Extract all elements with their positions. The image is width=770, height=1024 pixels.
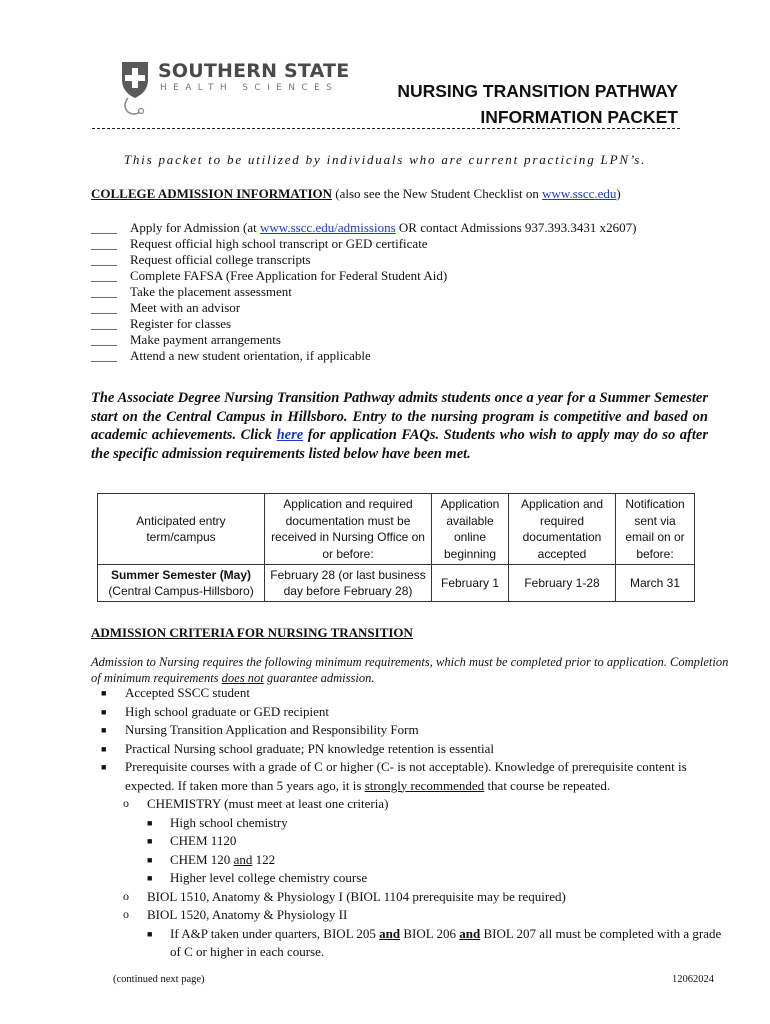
table-cell-accepted: February 1-28 bbox=[509, 565, 616, 602]
admissions-link[interactable]: www.sscc.edu/admissions bbox=[260, 220, 396, 235]
table-header-cell: Anticipated entry term/campus bbox=[98, 494, 265, 565]
section-heading-text: COLLEGE ADMISSION INFORMATION bbox=[91, 186, 333, 201]
criteria-list bbox=[91, 684, 731, 962]
criteria-heading bbox=[91, 625, 413, 641]
checklist-item bbox=[91, 332, 637, 348]
checklist-blank: ____ bbox=[91, 268, 117, 283]
checklist-item bbox=[91, 268, 637, 284]
list-item-biol1510 bbox=[91, 888, 731, 907]
list-item-text: Accepted SSCC student bbox=[125, 685, 250, 700]
table-header-cell: Application and required documentation accepted bbox=[509, 494, 616, 565]
list-item bbox=[91, 740, 731, 759]
table-header-cell: Application available online beginning bbox=[432, 494, 509, 565]
title-line-2: INFORMATION PACKET bbox=[480, 107, 678, 127]
list-item-text: CHEMISTRY (must meet at least one criteria) bbox=[147, 796, 389, 811]
checklist-item bbox=[91, 252, 637, 268]
square-bullet-icon: ■ bbox=[101, 743, 107, 754]
checklist-text: Complete FAFSA (Free Application for Federal Student Aid) bbox=[130, 268, 448, 283]
criteria-intro bbox=[91, 654, 731, 686]
checklist-text: Register for classes bbox=[130, 316, 232, 331]
intro-text: Admission to Nursing requires the following minimum requirements, which must be completed prior to application. Completion of minimum requirements bbox=[91, 655, 729, 685]
list-item-text: Prerequisite courses with a grade of C or higher (C- is not acceptable). Knowledge of prerequisite content is expected. If taken more than 5 years ago, it is bbox=[125, 759, 687, 793]
logo-subname: HEALTH SCIENCES bbox=[160, 83, 339, 93]
checklist-blank: ____ bbox=[91, 316, 117, 331]
footer-continued: (continued next page) bbox=[113, 974, 205, 985]
list-item-text: If A&P taken under quarters, BIOL 205 bbox=[170, 925, 380, 941]
checklist-text: Take the placement assessment bbox=[130, 284, 292, 299]
table-cell-deadline: February 28 (or last business day before February 28) bbox=[265, 565, 432, 602]
title-line-1: NURSING TRANSITION PATHWAY bbox=[397, 81, 678, 101]
page-title bbox=[397, 78, 678, 130]
list-item-text: CHEM 120 bbox=[170, 851, 234, 867]
list-item bbox=[91, 684, 731, 703]
admission-checklist bbox=[91, 220, 637, 364]
checklist-blank: ____ bbox=[91, 252, 117, 267]
footer-doc-code: 12062024 bbox=[672, 974, 714, 985]
term-name: Summer Semester (May) bbox=[110, 567, 252, 582]
sscc-website-link[interactable]: www.sscc.edu bbox=[542, 186, 617, 201]
heading-note: (also see the New Student Checklist on bbox=[332, 186, 543, 201]
checklist-item bbox=[91, 236, 637, 252]
circle-bullet-icon: o bbox=[123, 907, 129, 921]
list-item bbox=[91, 869, 731, 888]
table-cell-term bbox=[98, 565, 265, 602]
section-heading-text: ADMISSION CRITERIA FOR NURSING TRANSITION bbox=[91, 625, 413, 640]
list-item-text: that course be repeated. bbox=[484, 777, 611, 793]
list-item bbox=[91, 814, 731, 833]
square-bullet-icon: ■ bbox=[101, 762, 107, 772]
list-item-text: BIOL 1520, Anatomy & Physiology II bbox=[147, 907, 348, 922]
table-row bbox=[98, 565, 695, 602]
checklist-blank: ____ bbox=[91, 220, 117, 235]
list-item-text: 122 bbox=[252, 851, 276, 867]
checklist-text: Attend a new student orientation, if applicable bbox=[130, 348, 371, 363]
checklist-text: OR contact Admissions 937.393.3431 x2607) bbox=[395, 220, 637, 235]
square-bullet-icon: ■ bbox=[101, 688, 107, 698]
list-item-text: Higher level college chemistry course bbox=[170, 870, 368, 885]
list-item-quarters-note bbox=[91, 925, 731, 962]
pathway-paragraph bbox=[91, 389, 708, 463]
checklist-item bbox=[91, 284, 637, 300]
heading-note-close: ) bbox=[616, 186, 621, 201]
checklist-text: Meet with an advisor bbox=[130, 300, 241, 315]
list-item-text: BIOL 206 bbox=[400, 925, 460, 941]
list-item-text: BIOL 207 all must be completed with a grade of C or higher in each course. bbox=[170, 925, 722, 959]
list-item-emphasis: and bbox=[233, 851, 253, 867]
pathway-text: The Associate Degree Nursing Transition Pathway admits students once a year for a Summer Semester start on the Central Campus in Hillsboro. Entry to the nursing program is competitive and based on academic achievements. Click bbox=[91, 390, 708, 443]
list-item-prerequisites bbox=[91, 758, 731, 795]
checklist-text: Request official high school transcript or GED certificate bbox=[130, 236, 428, 251]
checklist-blank: ____ bbox=[91, 348, 117, 363]
list-item-biol1520 bbox=[91, 906, 731, 925]
circle-bullet-icon: o bbox=[123, 796, 129, 810]
checklist-blank: ____ bbox=[91, 236, 117, 251]
list-item-text: Practical Nursing school graduate; PN knowledge retention is essential bbox=[125, 740, 494, 756]
checklist-item bbox=[91, 220, 637, 236]
packet-subtitle: This packet to be utilized by individuals who are current practicing LPN’s. bbox=[123, 152, 647, 167]
faq-here-link[interactable]: here bbox=[276, 427, 304, 443]
college-logo bbox=[118, 58, 350, 120]
square-bullet-icon: ■ bbox=[147, 817, 153, 828]
list-item-text: High school graduate or GED recipient bbox=[125, 703, 329, 719]
checklist-blank: ____ bbox=[91, 332, 117, 347]
list-item-text: BIOL 1510, Anatomy & Physiology I (BIOL 1104 prerequisite may be required) bbox=[147, 888, 566, 904]
table-cell-available: February 1 bbox=[432, 565, 509, 602]
table-cell-notification: March 31 bbox=[616, 565, 695, 602]
list-item-text: High school chemistry bbox=[170, 814, 288, 830]
checklist-blank: ____ bbox=[91, 284, 117, 299]
checklist-item bbox=[91, 316, 637, 332]
square-bullet-icon: ■ bbox=[147, 873, 153, 883]
logo-name: SOUTHERN STATE bbox=[158, 60, 350, 82]
square-bullet-icon: ■ bbox=[101, 706, 107, 717]
square-bullet-icon: ■ bbox=[147, 928, 153, 939]
checklist-text: Apply for Admission (at bbox=[130, 220, 260, 235]
medical-cross-icon bbox=[118, 58, 154, 118]
circle-bullet-icon: o bbox=[123, 888, 129, 903]
pathway-text: for application FAQs. Students who wish to apply may do so after the specific admission requirements listed below have been met. bbox=[91, 427, 708, 462]
square-bullet-icon: ■ bbox=[147, 836, 153, 846]
checklist-text: Request official college transcripts bbox=[130, 252, 311, 267]
list-item-text: CHEM 1120 bbox=[170, 833, 237, 848]
list-item-text: Nursing Transition Application and Responsibility Form bbox=[125, 722, 419, 737]
square-bullet-icon: ■ bbox=[147, 854, 153, 865]
square-bullet-icon: ■ bbox=[101, 725, 107, 735]
list-item bbox=[91, 721, 731, 740]
checklist-item bbox=[91, 300, 637, 316]
checklist-text: Make payment arrangements bbox=[130, 332, 281, 347]
list-item bbox=[91, 703, 731, 722]
list-item-emphasis: and bbox=[459, 925, 481, 941]
dashed-divider bbox=[92, 128, 680, 129]
checklist-blank: ____ bbox=[91, 300, 117, 315]
list-item-emphasis: and bbox=[379, 925, 401, 941]
application-dates-table bbox=[97, 493, 695, 602]
checklist-item bbox=[91, 348, 637, 364]
table-header-cell: Notification sent via email on or before: bbox=[616, 494, 695, 565]
list-item-emphasis: strongly recommended bbox=[364, 777, 485, 793]
list-item bbox=[91, 851, 731, 870]
list-item bbox=[91, 832, 731, 851]
intro-text: guarantee admission. bbox=[263, 671, 375, 685]
college-admission-heading bbox=[91, 186, 621, 202]
table-header-row bbox=[98, 494, 695, 565]
table-header-cell: Application and required documentation must be received in Nursing Office on or before: bbox=[265, 494, 432, 565]
term-campus: (Central Campus-Hillsboro) bbox=[108, 584, 254, 598]
list-item-chemistry bbox=[91, 795, 731, 814]
intro-emphasis: does not bbox=[221, 671, 264, 685]
